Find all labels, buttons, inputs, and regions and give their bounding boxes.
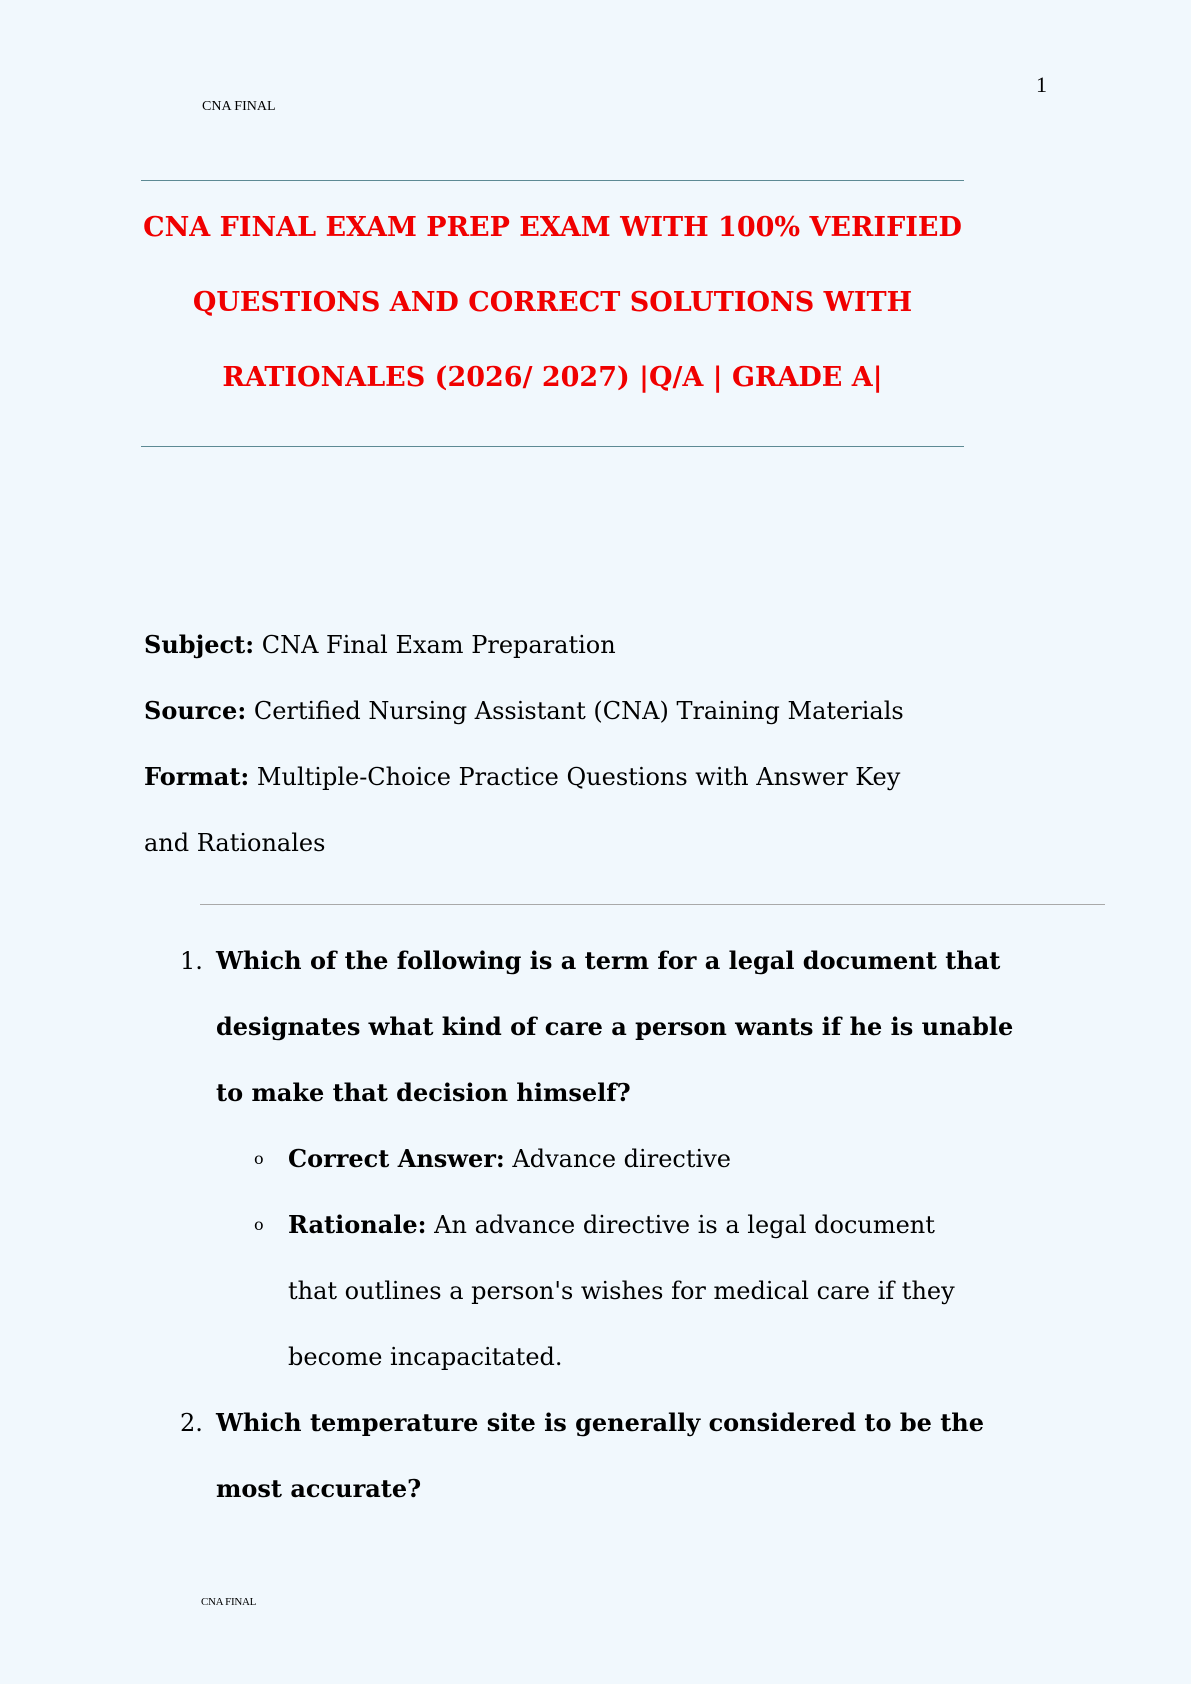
- circle-bullet-icon: o: [254, 1149, 264, 1168]
- question-2: [174, 1390, 1046, 1522]
- answer-value: Advance directive: [512, 1145, 731, 1173]
- title-line-2: QUESTIONS AND CORRECT SOLUTIONS WITH: [192, 287, 913, 318]
- answer-item: [174, 1126, 1054, 1192]
- rationale-item: [174, 1192, 978, 1390]
- question-text: Which temperature site is generally considered to be the most accurate?: [216, 1408, 985, 1503]
- title-line-3: RATIONALES (2026/ 2027) |Q/A | GRADE A|: [222, 362, 883, 393]
- format-value: Multiple-Choice Practice Questions with Answer Key and Rationales: [144, 763, 901, 857]
- source-row: [144, 678, 964, 744]
- circle-bullet-icon: o: [254, 1215, 264, 1234]
- subject-row: [144, 612, 964, 678]
- document-title: [140, 190, 965, 415]
- title-bottom-rule: [141, 446, 964, 447]
- rationale-value: An advance directive is a legal document that outlines a person's wishes for medical care if they become incapacitated.: [288, 1211, 955, 1371]
- question-list: [174, 928, 1054, 1522]
- source-value: Certified Nursing Assistant (CNA) Training Materials: [253, 697, 904, 725]
- title-line-1: CNA FINAL EXAM PREP EXAM WITH 100% VERIFIED: [143, 212, 962, 243]
- running-header: CNA FINAL: [202, 99, 276, 114]
- section-divider: [200, 904, 1105, 905]
- format-label: Format:: [144, 762, 250, 791]
- question-number: 1.: [180, 947, 203, 975]
- subject-value: CNA Final Exam Preparation: [261, 631, 616, 659]
- format-row: [144, 744, 944, 876]
- question-text: Which of the following is a term for a legal document that designates what kind of care a person wants if he is unable to make that decision himself?: [216, 946, 1014, 1107]
- question-1: [174, 928, 1046, 1126]
- page-number: 1: [1036, 72, 1047, 97]
- title-top-rule: [141, 180, 964, 181]
- subject-label: Subject:: [144, 630, 255, 659]
- answer-label: Correct Answer:: [288, 1144, 505, 1173]
- document-metadata: [144, 612, 964, 876]
- rationale-label: Rationale:: [288, 1210, 427, 1239]
- running-footer: CNA FINAL: [201, 1596, 257, 1608]
- question-number: 2.: [180, 1409, 203, 1437]
- source-label: Source:: [144, 696, 247, 725]
